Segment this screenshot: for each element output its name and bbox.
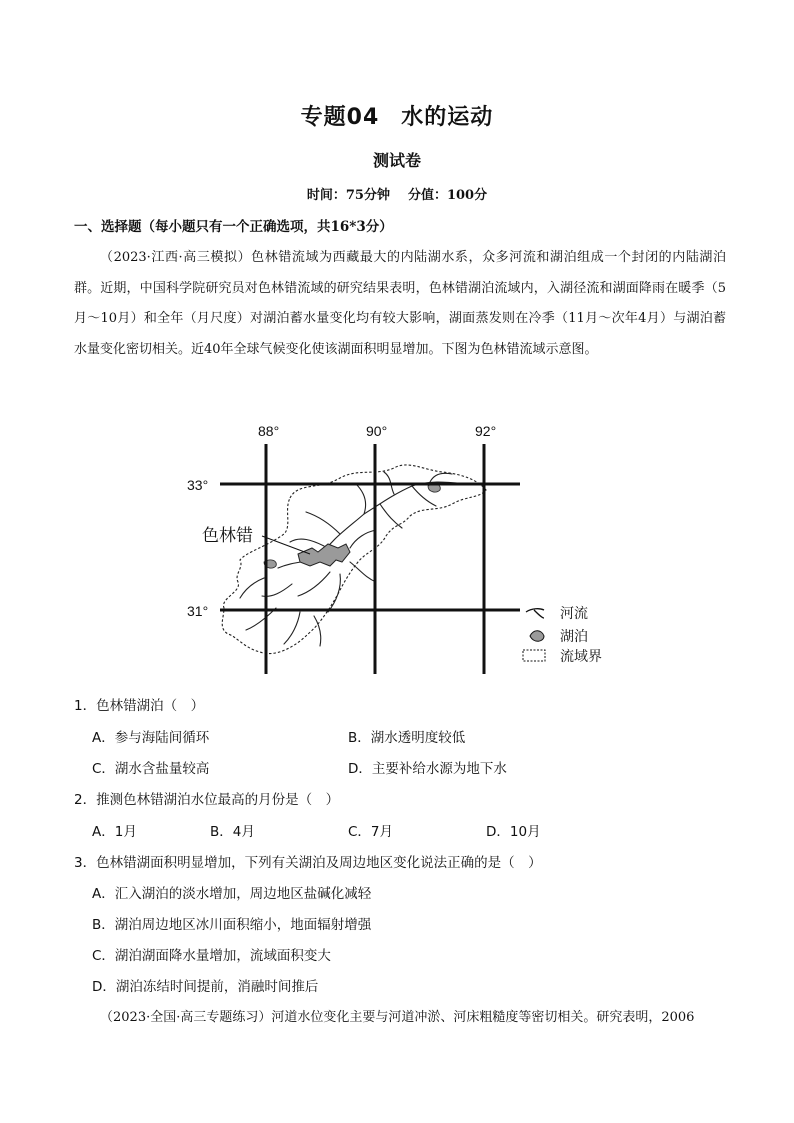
time-limit: 时间：75分钟 [306, 188, 390, 203]
page-subtitle: 测试卷 [372, 151, 421, 170]
question-3-option-a: A．汇入湖泊的淡水增加，周边地区盐碱化减轻 [92, 886, 372, 902]
legend-lake-label: 湖泊 [560, 629, 588, 645]
question-2-option-d: D．10月 [486, 824, 541, 840]
time-score-info [0, 184, 794, 203]
question-2-option-b: B．4月 [210, 824, 255, 840]
map-legend [523, 605, 602, 665]
basin-boundary [222, 465, 486, 654]
question-3-stem: 3．色林错湖面积明显增加，下列有关湖泊及周边地区变化说法正确的是（ ） [74, 855, 542, 871]
title-main: 专题04 [300, 105, 380, 130]
total-score: 分值：100分 [407, 188, 488, 203]
lon-label-90: 90° [366, 423, 388, 439]
question-2-option-c: C．7月 [348, 824, 394, 840]
passage-2-text: （2023·全国·高三专题练习）河道水位变化主要与河道冲淤、河床粗糙度等密切相关。研究表明，2006 [100, 1010, 695, 1025]
question-1-option-d: D．主要补给水源为地下水 [348, 761, 507, 777]
lake-pointer-line [262, 536, 310, 554]
river-network [240, 472, 468, 646]
graticule [220, 444, 520, 674]
lon-label-92: 92° [475, 423, 497, 439]
question-1-stem: 1．色林错湖泊（ ） [74, 698, 205, 714]
selin-co-lake [298, 544, 350, 566]
legend-boundary-label: 流域界 [560, 649, 602, 665]
question-1-option-b: B．湖水透明度较低 [348, 730, 466, 746]
question-3-option-c: C．湖泊湖面降水量增加，流域面积变大 [92, 948, 331, 964]
lat-label-33: 33° [187, 477, 209, 493]
title-topic: 水的运动 [401, 105, 494, 130]
legend-lake-symbol [530, 631, 544, 642]
question-3-option-d: D．湖泊冻结时间提前，消融时间推后 [92, 979, 319, 995]
question-2-option-a: A．1月 [92, 824, 137, 840]
legend-river-symbol [526, 609, 544, 618]
legend-river-label: 河流 [560, 606, 588, 622]
lat-label-31: 31° [187, 603, 209, 619]
page-title [0, 100, 794, 131]
section-heading: 一、选择题（每小题只有一个正确选项，共16*3分） [74, 219, 393, 235]
selin-co-basin-map [180, 412, 620, 687]
legend-boundary-symbol [523, 650, 545, 661]
passage-text: （2023·江西·高三模拟）色林错流域为西藏最大的内陆湖水系，众多河流和湖泊组成一个封闭的内陆湖泊群。近期，中国科学院研究员对色林错流域的研究结果表明，色林错湖泊流域内，入湖径流和湖面降雨在暖季（5月～10月）和全年（月尺度）对湖泊蓄水量变化均有较大影响，湖面蒸发则在冷季（11月～次年4月）与湖泊蓄水量变化密切相关。近40年全球气候变化使该湖面积明显增加。下图为色林错流域示意图。 [74, 250, 726, 357]
lake-name-label: 色林错 [202, 526, 253, 546]
question-2-stem: 2．推测色林错湖泊水位最高的月份是（ ） [74, 792, 340, 808]
lon-label-88: 88° [258, 423, 280, 439]
question-1-option-c: C．湖水含盐量较高 [92, 761, 210, 777]
question-1-option-a: A．参与海陆间循环 [92, 730, 210, 746]
question-3-option-b: B．湖泊周边地区冰川面积缩小，地面辐射增强 [92, 917, 372, 933]
